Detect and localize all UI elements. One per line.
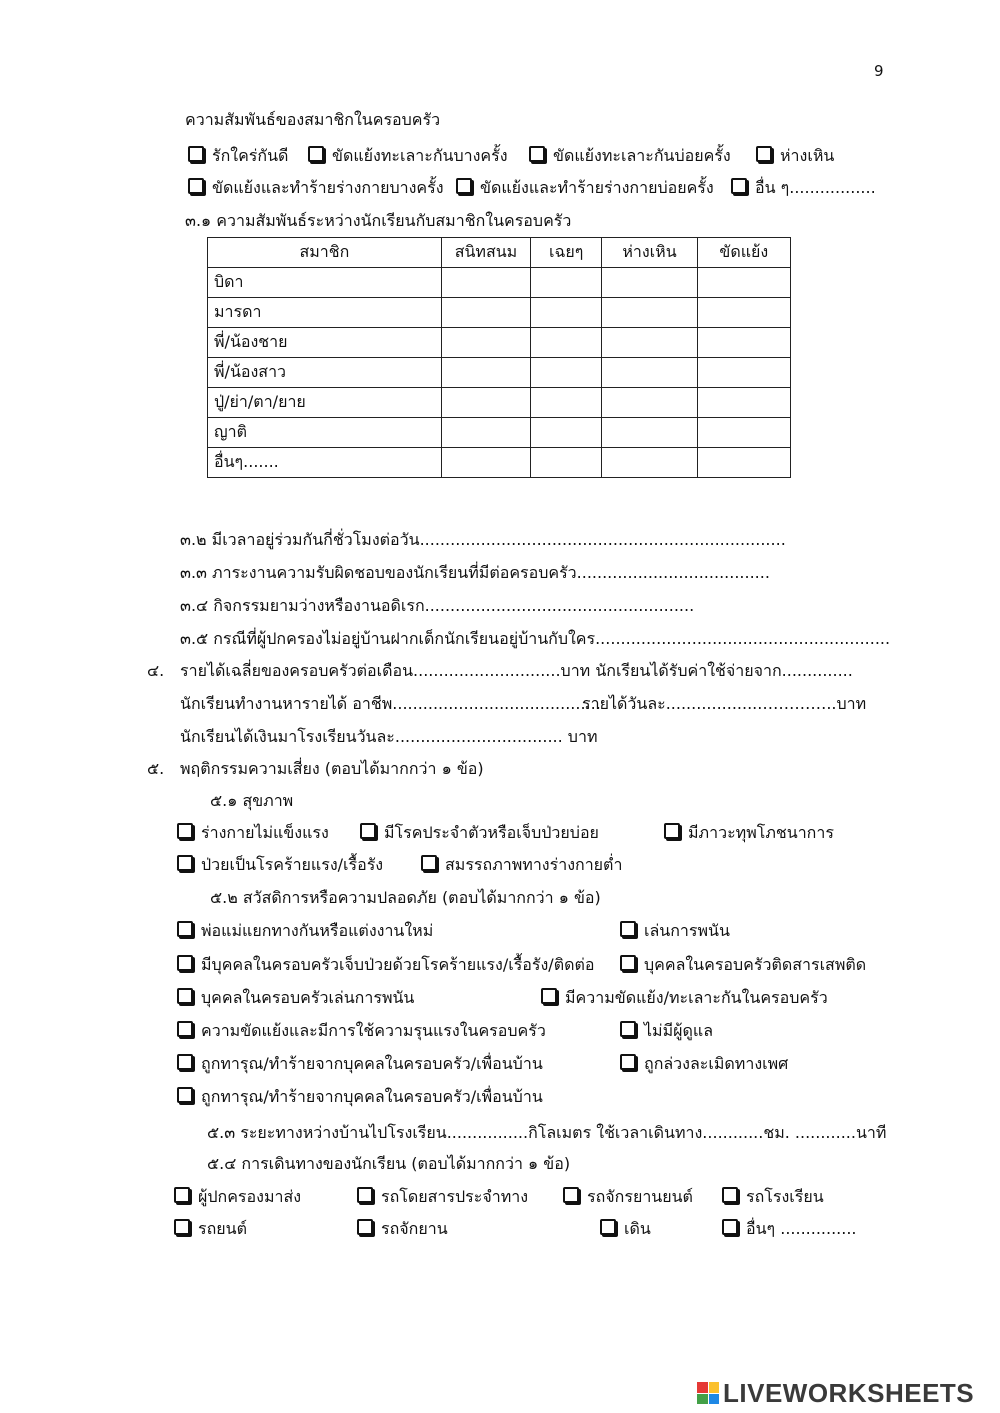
checkbox-option[interactable]: รักใคร่กันดี <box>188 146 288 166</box>
checkbox-icon[interactable] <box>177 1087 193 1103</box>
table-row <box>208 388 791 418</box>
checkbox-option[interactable]: รถจักยาน <box>357 1219 448 1239</box>
item-3-5: ๓.๕ กรณีที่ผู้ปกครองไม่อยู่บ้านฝากเด็กนักเรียนอยู่บ้านกับใคร.......................................................... <box>180 629 891 648</box>
item-5-3: ๕.๓ ระยะทางหว่างบ้านไปโรงเรียน................กิโลเมตร ใช้เวลาเดินทาง............ชม. ............นาที <box>207 1123 887 1142</box>
checkbox-option[interactable]: รถจักรยานยนต์ <box>563 1187 693 1207</box>
logo-square <box>709 1382 720 1393</box>
checkbox-icon[interactable] <box>664 823 680 839</box>
checkbox-option[interactable]: บุคคลในครอบครัวติดสารเสพติด <box>620 955 866 975</box>
checkbox-option[interactable]: ขัดแย้งทะเลาะกันบางครั้ง <box>308 146 508 166</box>
checkbox-option[interactable]: ถูกล่วงละเมิดทางเพศ <box>620 1054 788 1074</box>
item-3-2: ๓.๒ มีเวลาอยู่ร่วมกันกี่ชั่วโมงต่อวัน........................................................................ <box>180 530 786 549</box>
checkbox-option[interactable]: เดิน <box>600 1219 651 1239</box>
table-cell[interactable] <box>531 418 602 448</box>
checkbox-option[interactable]: ความขัดแย้งและมีการใช้ความรุนแรงในครอบครัว <box>177 1021 546 1041</box>
row-label: พี่/น้องชาย <box>208 328 442 358</box>
family-section-title: ความสัมพันธ์ของสมาชิกในครอบครัว <box>185 110 441 129</box>
checkbox-icon[interactable] <box>620 1054 636 1070</box>
table-cell[interactable] <box>602 358 697 388</box>
table-cell[interactable] <box>602 298 697 328</box>
header-conflict: ขัดแย้ง <box>697 238 790 268</box>
checkbox-option[interactable]: มีความขัดแย้ง/ทะเลาะกันในครอบครัว <box>541 988 828 1008</box>
table-header-row <box>208 238 791 268</box>
row-label: อื่นๆ....... <box>208 448 442 478</box>
checkbox-icon[interactable] <box>529 146 545 162</box>
logo-square <box>697 1394 708 1405</box>
table-cell[interactable] <box>531 448 602 478</box>
checkbox-icon[interactable] <box>541 988 557 1004</box>
checkbox-icon[interactable] <box>177 955 193 971</box>
checkbox-option[interactable]: รถโรงเรียน <box>722 1187 824 1207</box>
table-row <box>208 328 791 358</box>
item-4-number: ๔. <box>147 661 165 680</box>
checkbox-icon[interactable] <box>421 855 437 871</box>
table-cell[interactable] <box>441 388 530 418</box>
item-5-number: ๕. <box>147 759 165 778</box>
checkbox-icon[interactable] <box>620 921 636 937</box>
checkbox-icon[interactable] <box>177 1021 193 1037</box>
checkbox-option[interactable]: ร่างกายไม่แข็งแรง <box>177 823 329 843</box>
table-cell[interactable] <box>441 448 530 478</box>
table-cell[interactable] <box>441 328 530 358</box>
checkbox-option[interactable]: รถโดยสารประจำทาง <box>357 1187 528 1207</box>
table-cell[interactable] <box>697 268 790 298</box>
table-cell[interactable] <box>602 418 697 448</box>
checkbox-option[interactable]: ขัดแย้งทะเลาะกันบ่อยครั้ง <box>529 146 731 166</box>
checkbox-icon[interactable] <box>177 988 193 1004</box>
checkbox-option[interactable]: มีบุคคลในครอบครัวเจ็บป่วยด้วยโรคร้ายแรง/เรื้อรัง/ติดต่อ <box>177 955 594 975</box>
checkbox-icon[interactable] <box>722 1187 738 1203</box>
table-cell[interactable] <box>697 358 790 388</box>
checkbox-option[interactable]: บุคคลในครอบครัวเล่นการพนัน <box>177 988 414 1008</box>
checkbox-icon[interactable] <box>308 146 324 162</box>
checkbox-option[interactable]: รถยนต์ <box>174 1219 247 1239</box>
table-cell[interactable] <box>602 388 697 418</box>
table-cell[interactable] <box>531 388 602 418</box>
checkbox-option[interactable]: ถูกทารุณ/ทำร้ายจากบุคคลในครอบครัว/เพื่อนบ้าน <box>177 1054 543 1074</box>
checkbox-option[interactable]: ป่วยเป็นโรคร้ายแรง/เรื้อรัง <box>177 855 383 875</box>
relationship-table <box>207 237 791 478</box>
header-close: สนิทสนม <box>441 238 530 268</box>
checkbox-icon[interactable] <box>756 146 772 162</box>
logo-square <box>697 1382 708 1393</box>
table-cell[interactable] <box>531 298 602 328</box>
table-cell[interactable] <box>441 298 530 328</box>
item-4-line1: รายได้เฉลี่ยของครอบครัวต่อเดือน.............................บาท นักเรียนได้รับค่าใช้จ่ายจาก.............. <box>180 661 853 680</box>
item-4-line3: นักเรียนได้เงินมาโรงเรียนวันละ................................. บาท <box>180 727 598 746</box>
row-label: ปู่/ย่า/ตา/ยาย <box>208 388 442 418</box>
checkbox-icon[interactable] <box>177 921 193 937</box>
item-5-2-title: ๕.๒ สวัสดิการหรือความปลอดภัย (ตอบได้มากกว่า ๑ ข้อ) <box>210 888 601 907</box>
table-cell[interactable] <box>441 268 530 298</box>
checkbox-option[interactable]: สมรรถภาพทางร่างกายต่ำ <box>421 855 622 875</box>
checkbox-icon[interactable] <box>174 1219 190 1235</box>
logo-square <box>709 1394 720 1405</box>
table-row <box>208 298 791 328</box>
checkbox-option[interactable]: พ่อแม่แยกทางกันหรือแต่งงานใหม่ <box>177 921 433 941</box>
liveworksheets-logo-icon <box>697 1382 719 1404</box>
table-cell[interactable] <box>697 328 790 358</box>
page-number: 9 <box>874 62 884 80</box>
table-row <box>208 268 791 298</box>
item-4-line2a: นักเรียนทำงานหารายได้ อาชีพ......................................... <box>180 694 601 713</box>
header-member: สมาชิก <box>208 238 442 268</box>
item-5-1-title: ๕.๑ สุขภาพ <box>210 791 294 810</box>
item-3-4: ๓.๔ กิจกรรมยามว่างหรืองานอดิเรก..................................................... <box>180 596 695 615</box>
item-5-title: พฤติกรรมความเสี่ยง (ตอบได้มากกว่า ๑ ข้อ) <box>180 759 484 778</box>
checkbox-option[interactable]: อื่น ๆ................. <box>731 178 876 198</box>
table-cell[interactable] <box>531 358 602 388</box>
checkbox-option[interactable]: ถูกทารุณ/ทำร้ายจากบุคคลในครอบครัว/เพื่อนบ้าน <box>177 1087 543 1107</box>
checkbox-icon[interactable] <box>620 955 636 971</box>
checkbox-option[interactable]: เล่นการพนัน <box>620 921 730 941</box>
checkbox-option[interactable]: ห่างเหิน <box>756 146 834 166</box>
row-label: บิดา <box>208 268 442 298</box>
table-row <box>208 358 791 388</box>
table-cell[interactable] <box>531 268 602 298</box>
header-distant: ห่างเหิน <box>602 238 697 268</box>
checkbox-option[interactable]: ขัดแย้งและทำร้ายร่างกายบ่อยครั้ง <box>456 178 714 198</box>
checkbox-icon[interactable] <box>177 855 193 871</box>
checkbox-icon[interactable] <box>357 1187 373 1203</box>
liveworksheets-logo <box>697 1378 974 1408</box>
checkbox-icon[interactable] <box>456 178 472 194</box>
header-neutral: เฉยๆ <box>531 238 602 268</box>
item-4-line2b: รายได้วันละ...................…………..บาท <box>582 694 867 713</box>
row-label: พี่/น้องสาว <box>208 358 442 388</box>
checkbox-icon[interactable] <box>563 1187 579 1203</box>
table-cell[interactable] <box>697 448 790 478</box>
table-cell[interactable] <box>602 448 697 478</box>
table-cell[interactable] <box>441 358 530 388</box>
liveworksheets-logo-text: LIVEWORKSHEETS <box>723 1377 975 1408</box>
checkbox-icon[interactable] <box>620 1021 636 1037</box>
checkbox-icon[interactable] <box>731 178 747 194</box>
checkbox-icon[interactable] <box>722 1219 738 1235</box>
table-cell[interactable] <box>602 268 697 298</box>
table-cell[interactable] <box>697 298 790 328</box>
checkbox-option[interactable]: มีภาวะทุพโภชนาการ <box>664 823 834 843</box>
table-cell[interactable] <box>697 388 790 418</box>
row-label: มารดา <box>208 298 442 328</box>
row-label: ญาติ <box>208 418 442 448</box>
checkbox-icon[interactable] <box>188 146 204 162</box>
checkbox-option[interactable]: ขัดแย้งและทำร้ายร่างกายบางครั้ง <box>188 178 444 198</box>
table-cell[interactable] <box>697 418 790 448</box>
checkbox-icon[interactable] <box>174 1187 190 1203</box>
checkbox-icon[interactable] <box>600 1219 616 1235</box>
checkbox-option[interactable]: อื่นๆ ............... <box>722 1219 857 1239</box>
item-5-4-title: ๕.๔ การเดินทางของนักเรียน (ตอบได้มากกว่า ๑ ข้อ) <box>207 1154 571 1173</box>
checkbox-icon[interactable] <box>357 1219 373 1235</box>
checkbox-icon[interactable] <box>177 823 193 839</box>
table-cell[interactable] <box>441 418 530 448</box>
table-cell[interactable] <box>602 328 697 358</box>
table-row <box>208 448 791 478</box>
checkbox-option[interactable]: ผู้ปกครองมาส่ง <box>174 1187 301 1207</box>
item-3-3: ๓.๓ ภาระงานความรับผิดชอบของนักเรียนที่มีต่อครอบครัว...................................... <box>180 563 770 582</box>
table-caption: ๓.๑ ความสัมพันธ์ระหว่างนักเรียนกับสมาชิกในครอบครัว <box>185 211 572 230</box>
table-row <box>208 418 791 448</box>
checkbox-icon[interactable] <box>360 823 376 839</box>
checkbox-icon[interactable] <box>188 178 204 194</box>
checkbox-option[interactable]: มีโรคประจำตัวหรือเจ็บป่วยบ่อย <box>360 823 599 843</box>
checkbox-option[interactable]: ไม่มีผู้ดูแล <box>620 1021 713 1041</box>
checkbox-icon[interactable] <box>177 1054 193 1070</box>
table-cell[interactable] <box>531 328 602 358</box>
